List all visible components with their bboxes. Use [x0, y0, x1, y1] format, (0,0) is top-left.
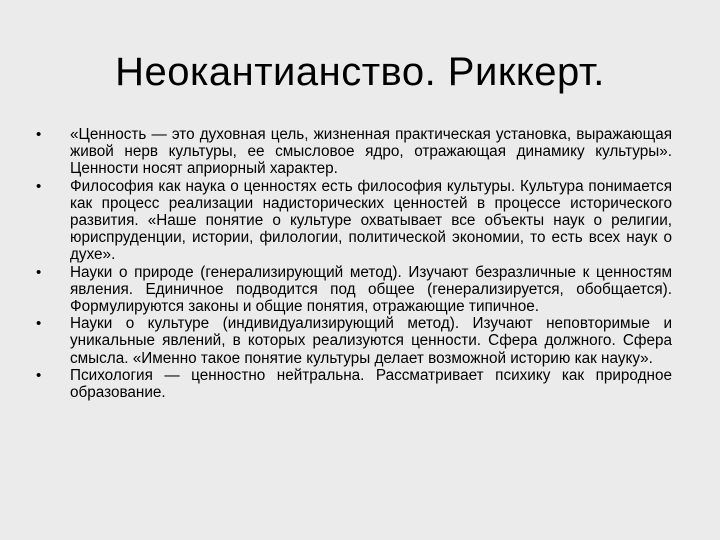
- bullet-text: Психология — ценностно нейтральна. Рассматривает психику как природное образование.: [70, 366, 672, 402]
- bullet-item: [36, 178, 672, 264]
- bullet-text: Науки о природе (генерализирующий метод). Изучают безразличные к ценностям явления. Единичное подводится под общее (генерализируется, обобщается). Формулируются законы и общие понятия, отражающие типичное.: [70, 263, 672, 316]
- bullet-item: [36, 264, 672, 316]
- slide-title: Неокантианство. Риккерт.: [115, 50, 605, 94]
- bullet-icon: •: [36, 366, 42, 384]
- bullet-icon: •: [36, 177, 42, 195]
- bullet-item: [36, 126, 672, 178]
- bullet-icon: •: [36, 315, 42, 333]
- bullet-text: Философия как наука о ценностях есть философия культуры. Культура понимается как процесс реализации надисторических ценностей в процессе исторического развития. «Наше понятие о культуре охватывает все объекты наук о религии, юриспруденции, истории, филологии, политической экономии, то есть всех наук о духе».: [70, 177, 672, 264]
- bullet-text: «Ценность — это духовная цель, жизненная практическая установка, выражающая живой нерв культуры, ее смысловое ядро, отражающая динамику культуры». Ценности носят априорный характер.: [70, 126, 672, 178]
- bullet-text: Науки о культуре (индивидуализирующий метод). Изучают неповторимые и уникальные явлений, в которых реализуются ценности. Сфера должного. Сфера смысла. «Именно такое понятие культуры делает возможной историю как науку».: [70, 315, 672, 367]
- bullet-item: [36, 367, 672, 401]
- bullet-list: [36, 126, 672, 401]
- bullet-icon: •: [36, 263, 42, 281]
- bullet-item: [36, 315, 672, 367]
- bullet-icon: •: [36, 126, 42, 143]
